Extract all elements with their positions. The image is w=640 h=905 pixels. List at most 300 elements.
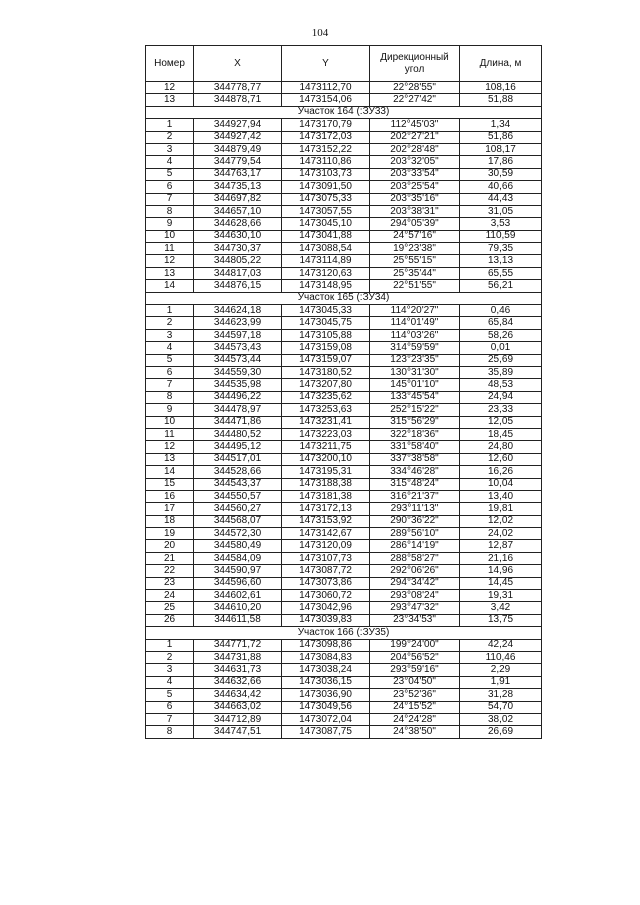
cell-length: 44,43 bbox=[460, 193, 542, 205]
cell-number: 3 bbox=[146, 329, 194, 341]
cell-bearing: 203°35'16" bbox=[370, 193, 460, 205]
cell-x: 344747,51 bbox=[194, 726, 282, 738]
cell-x: 344731,88 bbox=[194, 651, 282, 663]
cell-length: 42,24 bbox=[460, 639, 542, 651]
cell-length: 30,59 bbox=[460, 168, 542, 180]
cell-x: 344657,10 bbox=[194, 205, 282, 217]
cell-x: 344611,58 bbox=[194, 614, 282, 626]
cell-length: 110,59 bbox=[460, 230, 542, 242]
table-row bbox=[146, 230, 542, 242]
cell-y: 1473170,79 bbox=[282, 119, 370, 131]
cell-bearing: 202°28'48" bbox=[370, 143, 460, 155]
table-body bbox=[146, 82, 542, 739]
cell-x: 344697,82 bbox=[194, 193, 282, 205]
cell-y: 1473172,13 bbox=[282, 503, 370, 515]
cell-length: 17,86 bbox=[460, 156, 542, 168]
cell-x: 344628,66 bbox=[194, 218, 282, 230]
cell-bearing: 114°01'49" bbox=[370, 317, 460, 329]
cell-y: 1473087,75 bbox=[282, 726, 370, 738]
cell-y: 1473152,22 bbox=[282, 143, 370, 155]
cell-number: 10 bbox=[146, 230, 194, 242]
cell-bearing: 130°31'30" bbox=[370, 366, 460, 378]
cell-number: 2 bbox=[146, 651, 194, 663]
cell-number: 17 bbox=[146, 503, 194, 515]
table-row bbox=[146, 354, 542, 366]
cell-y: 1473091,50 bbox=[282, 181, 370, 193]
cell-length: 65,55 bbox=[460, 267, 542, 279]
cell-number: 7 bbox=[146, 193, 194, 205]
table-row bbox=[146, 143, 542, 155]
cell-x: 344543,37 bbox=[194, 478, 282, 490]
table-row bbox=[146, 490, 542, 502]
cell-number: 1 bbox=[146, 639, 194, 651]
cell-y: 1473195,31 bbox=[282, 466, 370, 478]
table-row bbox=[146, 193, 542, 205]
table-row bbox=[146, 329, 542, 341]
cell-length: 48,53 bbox=[460, 379, 542, 391]
cell-x: 344817,03 bbox=[194, 267, 282, 279]
cell-number: 21 bbox=[146, 552, 194, 564]
table-row bbox=[146, 305, 542, 317]
cell-length: 23,33 bbox=[460, 404, 542, 416]
cell-length: 16,26 bbox=[460, 466, 542, 478]
cell-length: 0,46 bbox=[460, 305, 542, 317]
cell-number: 12 bbox=[146, 255, 194, 267]
cell-number: 12 bbox=[146, 82, 194, 94]
cell-x: 344528,66 bbox=[194, 466, 282, 478]
cell-y: 1473120,09 bbox=[282, 540, 370, 552]
cell-x: 344550,57 bbox=[194, 490, 282, 502]
table-row bbox=[146, 205, 542, 217]
cell-y: 1473036,15 bbox=[282, 676, 370, 688]
cell-y: 1473114,89 bbox=[282, 255, 370, 267]
table-row bbox=[146, 565, 542, 577]
cell-bearing: 203°38'31" bbox=[370, 205, 460, 217]
table-row bbox=[146, 590, 542, 602]
cell-bearing: 331°58'40" bbox=[370, 441, 460, 453]
cell-length: 38,02 bbox=[460, 713, 542, 725]
cell-bearing: 203°25'54" bbox=[370, 181, 460, 193]
cell-length: 35,89 bbox=[460, 366, 542, 378]
cell-number: 6 bbox=[146, 366, 194, 378]
table-row bbox=[146, 82, 542, 94]
cell-bearing: 145°01'10" bbox=[370, 379, 460, 391]
section-title: Участок 164 (:ЗУ33) bbox=[146, 106, 542, 118]
cell-y: 1473159,07 bbox=[282, 354, 370, 366]
cell-y: 1473088,54 bbox=[282, 243, 370, 255]
cell-length: 25,69 bbox=[460, 354, 542, 366]
table-row bbox=[146, 478, 542, 490]
cell-length: 58,26 bbox=[460, 329, 542, 341]
cell-y: 1473075,33 bbox=[282, 193, 370, 205]
cell-bearing: 114°03'26" bbox=[370, 329, 460, 341]
cell-x: 344927,94 bbox=[194, 119, 282, 131]
cell-length: 13,13 bbox=[460, 255, 542, 267]
cell-bearing: 25°55'15" bbox=[370, 255, 460, 267]
cell-number: 8 bbox=[146, 391, 194, 403]
cell-bearing: 24°24'28" bbox=[370, 713, 460, 725]
cell-bearing: 23°52'36" bbox=[370, 689, 460, 701]
cell-length: 14,96 bbox=[460, 565, 542, 577]
cell-bearing: 22°27'42" bbox=[370, 94, 460, 106]
cell-bearing: 289°56'10" bbox=[370, 528, 460, 540]
cell-bearing: 25°35'44" bbox=[370, 267, 460, 279]
table-row bbox=[146, 280, 542, 292]
cell-bearing: 252°15'22" bbox=[370, 404, 460, 416]
table-row bbox=[146, 168, 542, 180]
table-row bbox=[146, 181, 542, 193]
cell-bearing: 112°45'03" bbox=[370, 119, 460, 131]
cell-number: 13 bbox=[146, 453, 194, 465]
cell-y: 1473038,24 bbox=[282, 664, 370, 676]
table-row bbox=[146, 119, 542, 131]
cell-number: 24 bbox=[146, 590, 194, 602]
cell-y: 1473045,33 bbox=[282, 305, 370, 317]
cell-x: 344778,77 bbox=[194, 82, 282, 94]
cell-number: 8 bbox=[146, 726, 194, 738]
cell-length: 65,84 bbox=[460, 317, 542, 329]
cell-x: 344471,86 bbox=[194, 416, 282, 428]
cell-y: 1473107,73 bbox=[282, 552, 370, 564]
cell-x: 344572,30 bbox=[194, 528, 282, 540]
cell-number: 13 bbox=[146, 94, 194, 106]
cell-length: 12,02 bbox=[460, 515, 542, 527]
cell-bearing: 288°58'27" bbox=[370, 552, 460, 564]
cell-y: 1473159,08 bbox=[282, 342, 370, 354]
cell-length: 24,02 bbox=[460, 528, 542, 540]
cell-bearing: 315°48'24" bbox=[370, 478, 460, 490]
cell-length: 12,87 bbox=[460, 540, 542, 552]
cell-number: 2 bbox=[146, 131, 194, 143]
cell-x: 344602,61 bbox=[194, 590, 282, 602]
cell-number: 3 bbox=[146, 664, 194, 676]
table-row bbox=[146, 255, 542, 267]
cell-number: 7 bbox=[146, 713, 194, 725]
cell-length: 0,01 bbox=[460, 342, 542, 354]
cell-length: 51,88 bbox=[460, 94, 542, 106]
cell-x: 344597,18 bbox=[194, 329, 282, 341]
cell-y: 1473181,38 bbox=[282, 490, 370, 502]
cell-x: 344573,43 bbox=[194, 342, 282, 354]
cell-length: 110,46 bbox=[460, 651, 542, 663]
cell-bearing: 24°15'52" bbox=[370, 701, 460, 713]
cell-x: 344480,52 bbox=[194, 428, 282, 440]
cell-length: 13,75 bbox=[460, 614, 542, 626]
cell-number: 6 bbox=[146, 181, 194, 193]
cell-number: 26 bbox=[146, 614, 194, 626]
table-row bbox=[146, 503, 542, 515]
cell-number: 6 bbox=[146, 701, 194, 713]
cell-x: 344559,30 bbox=[194, 366, 282, 378]
cell-y: 1473211,75 bbox=[282, 441, 370, 453]
table-row bbox=[146, 416, 542, 428]
cell-y: 1473253,63 bbox=[282, 404, 370, 416]
table-row bbox=[146, 441, 542, 453]
table-row bbox=[146, 528, 542, 540]
cell-number: 1 bbox=[146, 305, 194, 317]
cell-x: 344560,27 bbox=[194, 503, 282, 515]
cell-number: 4 bbox=[146, 156, 194, 168]
cell-number: 13 bbox=[146, 267, 194, 279]
header-bearing: Дирекционный угол bbox=[370, 46, 460, 82]
cell-bearing: 334°46'28" bbox=[370, 466, 460, 478]
cell-number: 22 bbox=[146, 565, 194, 577]
cell-number: 4 bbox=[146, 676, 194, 688]
cell-x: 344590,97 bbox=[194, 565, 282, 577]
cell-bearing: 22°51'55" bbox=[370, 280, 460, 292]
cell-length: 3,42 bbox=[460, 602, 542, 614]
cell-y: 1473172,03 bbox=[282, 131, 370, 143]
cell-y: 1473060,72 bbox=[282, 590, 370, 602]
cell-x: 344631,73 bbox=[194, 664, 282, 676]
cell-bearing: 293°08'24" bbox=[370, 590, 460, 602]
header-y: Y bbox=[282, 46, 370, 82]
cell-y: 1473045,10 bbox=[282, 218, 370, 230]
cell-x: 344927,42 bbox=[194, 131, 282, 143]
table-row bbox=[146, 453, 542, 465]
table-row bbox=[146, 651, 542, 663]
section-row bbox=[146, 106, 542, 118]
cell-number: 23 bbox=[146, 577, 194, 589]
cell-number: 25 bbox=[146, 602, 194, 614]
cell-x: 344712,89 bbox=[194, 713, 282, 725]
cell-bearing: 314°59'59" bbox=[370, 342, 460, 354]
cell-y: 1473084,83 bbox=[282, 651, 370, 663]
cell-x: 344596,60 bbox=[194, 577, 282, 589]
cell-x: 344535,98 bbox=[194, 379, 282, 391]
cell-x: 344876,15 bbox=[194, 280, 282, 292]
section-title: Участок 166 (:ЗУ35) bbox=[146, 627, 542, 639]
cell-length: 3,53 bbox=[460, 218, 542, 230]
cell-length: 12,05 bbox=[460, 416, 542, 428]
cell-x: 344580,49 bbox=[194, 540, 282, 552]
cell-number: 11 bbox=[146, 428, 194, 440]
cell-bearing: 316°21'37" bbox=[370, 490, 460, 502]
cell-bearing: 123°23'35" bbox=[370, 354, 460, 366]
cell-y: 1473142,67 bbox=[282, 528, 370, 540]
table-row bbox=[146, 317, 542, 329]
cell-x: 344663,02 bbox=[194, 701, 282, 713]
table-row bbox=[146, 664, 542, 676]
table-row bbox=[146, 131, 542, 143]
table-row bbox=[146, 614, 542, 626]
cell-y: 1473039,83 bbox=[282, 614, 370, 626]
cell-x: 344634,42 bbox=[194, 689, 282, 701]
section-row bbox=[146, 292, 542, 304]
table-row bbox=[146, 602, 542, 614]
cell-length: 13,40 bbox=[460, 490, 542, 502]
cell-bearing: 23°34'53" bbox=[370, 614, 460, 626]
table-row bbox=[146, 94, 542, 106]
cell-bearing: 203°32'05" bbox=[370, 156, 460, 168]
table-row bbox=[146, 639, 542, 651]
cell-bearing: 294°05'39" bbox=[370, 218, 460, 230]
table-row bbox=[146, 701, 542, 713]
cell-y: 1473073,86 bbox=[282, 577, 370, 589]
cell-x: 344496,22 bbox=[194, 391, 282, 403]
cell-number: 19 bbox=[146, 528, 194, 540]
cell-x: 344623,99 bbox=[194, 317, 282, 329]
cell-y: 1473154,06 bbox=[282, 94, 370, 106]
cell-y: 1473049,56 bbox=[282, 701, 370, 713]
cell-y: 1473036,90 bbox=[282, 689, 370, 701]
cell-x: 344584,09 bbox=[194, 552, 282, 564]
cell-x: 344630,10 bbox=[194, 230, 282, 242]
cell-length: 18,45 bbox=[460, 428, 542, 440]
cell-bearing: 24°57'16" bbox=[370, 230, 460, 242]
cell-y: 1473110,86 bbox=[282, 156, 370, 168]
cell-number: 7 bbox=[146, 379, 194, 391]
cell-number: 14 bbox=[146, 466, 194, 478]
cell-length: 24,80 bbox=[460, 441, 542, 453]
cell-length: 1,34 bbox=[460, 119, 542, 131]
cell-bearing: 22°28'55" bbox=[370, 82, 460, 94]
cell-x: 344878,71 bbox=[194, 94, 282, 106]
cell-bearing: 114°20'27" bbox=[370, 305, 460, 317]
cell-y: 1473041,88 bbox=[282, 230, 370, 242]
cell-y: 1473180,52 bbox=[282, 366, 370, 378]
header-length: Длина, м bbox=[460, 46, 542, 82]
table-row bbox=[146, 391, 542, 403]
cell-length: 54,70 bbox=[460, 701, 542, 713]
table-row bbox=[146, 515, 542, 527]
cell-y: 1473200,10 bbox=[282, 453, 370, 465]
section-title: Участок 165 (:ЗУ34) bbox=[146, 292, 542, 304]
table-row bbox=[146, 379, 542, 391]
cell-y: 1473148,95 bbox=[282, 280, 370, 292]
cell-number: 11 bbox=[146, 243, 194, 255]
page-number: 104 bbox=[311, 27, 329, 39]
cell-bearing: 133°45'54" bbox=[370, 391, 460, 403]
table-row bbox=[146, 466, 542, 478]
cell-bearing: 24°38'50" bbox=[370, 726, 460, 738]
cell-y: 1473072,04 bbox=[282, 713, 370, 725]
cell-length: 108,17 bbox=[460, 143, 542, 155]
cell-length: 26,69 bbox=[460, 726, 542, 738]
cell-length: 56,21 bbox=[460, 280, 542, 292]
cell-number: 20 bbox=[146, 540, 194, 552]
table-row bbox=[146, 713, 542, 725]
cell-bearing: 290°36'22" bbox=[370, 515, 460, 527]
table-row bbox=[146, 156, 542, 168]
cell-y: 1473042,96 bbox=[282, 602, 370, 614]
cell-x: 344517,01 bbox=[194, 453, 282, 465]
cell-number: 4 bbox=[146, 342, 194, 354]
cell-y: 1473045,75 bbox=[282, 317, 370, 329]
cell-number: 5 bbox=[146, 168, 194, 180]
cell-length: 79,35 bbox=[460, 243, 542, 255]
cell-length: 12,60 bbox=[460, 453, 542, 465]
cell-number: 9 bbox=[146, 218, 194, 230]
header-x: X bbox=[194, 46, 282, 82]
cell-x: 344495,12 bbox=[194, 441, 282, 453]
cell-y: 1473057,55 bbox=[282, 205, 370, 217]
cell-length: 21,16 bbox=[460, 552, 542, 564]
table-row bbox=[146, 404, 542, 416]
table-row bbox=[146, 676, 542, 688]
table-row bbox=[146, 243, 542, 255]
cell-number: 3 bbox=[146, 143, 194, 155]
cell-y: 1473105,88 bbox=[282, 329, 370, 341]
cell-x: 344478,97 bbox=[194, 404, 282, 416]
table-header-row bbox=[146, 46, 542, 82]
cell-length: 19,31 bbox=[460, 590, 542, 602]
cell-x: 344624,18 bbox=[194, 305, 282, 317]
table-row bbox=[146, 218, 542, 230]
cell-y: 1473223,03 bbox=[282, 428, 370, 440]
cell-bearing: 315°56'29" bbox=[370, 416, 460, 428]
table-row bbox=[146, 540, 542, 552]
cell-number: 15 bbox=[146, 478, 194, 490]
table-row bbox=[146, 366, 542, 378]
cell-x: 344779,54 bbox=[194, 156, 282, 168]
cell-number: 9 bbox=[146, 404, 194, 416]
cell-number: 14 bbox=[146, 280, 194, 292]
cell-bearing: 23°04'50" bbox=[370, 676, 460, 688]
cell-bearing: 293°11'13" bbox=[370, 503, 460, 515]
cell-y: 1473098,86 bbox=[282, 639, 370, 651]
cell-x: 344610,20 bbox=[194, 602, 282, 614]
cell-x: 344568,07 bbox=[194, 515, 282, 527]
cell-number: 1 bbox=[146, 119, 194, 131]
cell-length: 40,66 bbox=[460, 181, 542, 193]
cell-length: 1,91 bbox=[460, 676, 542, 688]
cell-y: 1473087,72 bbox=[282, 565, 370, 577]
cell-y: 1473207,80 bbox=[282, 379, 370, 391]
cell-number: 16 bbox=[146, 490, 194, 502]
cell-x: 344771,72 bbox=[194, 639, 282, 651]
cell-number: 8 bbox=[146, 205, 194, 217]
table-row bbox=[146, 342, 542, 354]
cell-x: 344879,49 bbox=[194, 143, 282, 155]
cell-bearing: 322°18'36" bbox=[370, 428, 460, 440]
table-row bbox=[146, 267, 542, 279]
cell-x: 344573,44 bbox=[194, 354, 282, 366]
cell-bearing: 293°59'16" bbox=[370, 664, 460, 676]
cell-length: 19,81 bbox=[460, 503, 542, 515]
coordinates-table bbox=[145, 45, 542, 739]
cell-length: 51,86 bbox=[460, 131, 542, 143]
table-row bbox=[146, 552, 542, 564]
cell-x: 344632,66 bbox=[194, 676, 282, 688]
cell-y: 1473153,92 bbox=[282, 515, 370, 527]
table-row bbox=[146, 428, 542, 440]
cell-bearing: 337°38'58" bbox=[370, 453, 460, 465]
cell-length: 14,45 bbox=[460, 577, 542, 589]
cell-number: 5 bbox=[146, 689, 194, 701]
cell-x: 344763,17 bbox=[194, 168, 282, 180]
table-row bbox=[146, 689, 542, 701]
cell-x: 344730,37 bbox=[194, 243, 282, 255]
table-row bbox=[146, 726, 542, 738]
cell-x: 344735,13 bbox=[194, 181, 282, 193]
cell-length: 24,94 bbox=[460, 391, 542, 403]
cell-number: 2 bbox=[146, 317, 194, 329]
table-row bbox=[146, 577, 542, 589]
cell-y: 1473235,62 bbox=[282, 391, 370, 403]
cell-bearing: 286°14'19" bbox=[370, 540, 460, 552]
cell-y: 1473231,41 bbox=[282, 416, 370, 428]
cell-bearing: 294°34'42" bbox=[370, 577, 460, 589]
cell-length: 31,28 bbox=[460, 689, 542, 701]
cell-y: 1473103,73 bbox=[282, 168, 370, 180]
cell-y: 1473120,63 bbox=[282, 267, 370, 279]
cell-bearing: 203°33'54" bbox=[370, 168, 460, 180]
section-row bbox=[146, 627, 542, 639]
cell-y: 1473112,70 bbox=[282, 82, 370, 94]
cell-bearing: 199°24'00" bbox=[370, 639, 460, 651]
header-number: Номер bbox=[146, 46, 194, 82]
